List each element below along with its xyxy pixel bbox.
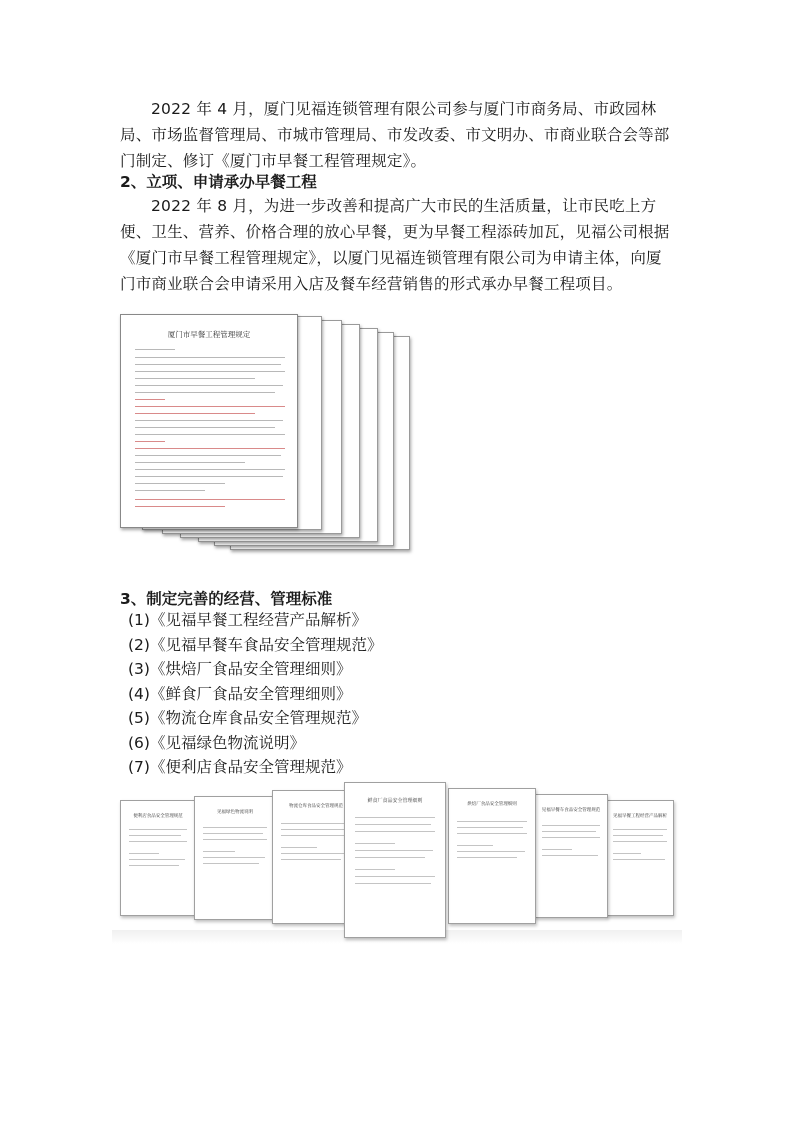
document-thumbnail: 烘焙厂食品安全管理细则 [448, 788, 536, 924]
section-2-heading: 2、立项、申请承办早餐工程 [120, 173, 317, 191]
list-item: (7)《便利店食品安全管理规范》 [128, 758, 352, 776]
stacked-regulation-documents-image [118, 312, 418, 552]
standards-documents-image [112, 780, 682, 940]
intro-paragraph: 2022 年 4 月，厦门见福连锁管理有限公司参与厦门市商务局、市政园林局、市场监督管理局、市城市管理局、市发改委、市文明办、市商业联合会等部门制定、修订《厦门市早餐工程管理规定》。 [120, 100, 670, 170]
document-thumbnail: 见福绿色物流说明 [194, 796, 276, 920]
list-item: (4)《鲜食厂食品安全管理细则》 [128, 684, 352, 703]
document-thumbnail: 便利店食品安全管理规范 [120, 800, 196, 916]
document-thumbnail: 见福早餐车食品安全管理规范 [534, 794, 608, 918]
front-document-thumbnail: 鲜食厂食品安全管理细则 [344, 782, 446, 938]
list-item: (3)《烘焙厂食品安全管理细则》 [128, 660, 352, 678]
front-document-sheet [120, 314, 298, 528]
list-item: (2)《见福早餐车食品安全管理规范》 [128, 635, 383, 654]
list-item: (1)《见福早餐工程经营产品解析》 [128, 611, 367, 629]
document-title: 厦门市早餐工程管理规定 [167, 330, 251, 339]
document-thumbnail: 见福早餐工程经营产品解析 [606, 800, 674, 916]
section-2-paragraph: 2022 年 8 月，为进一步改善和提高广大市民的生活质量，让市民吃上方便、卫生、营养、价格合理的放心早餐，更为早餐工程添砖加瓦，见福公司根据《厦门市早餐工程管理规定》，以厦门见福连锁管理有限公司为申请主体，向厦门市商业联合会申请采用入店及餐车经营销售的形式承办早餐工程项目。 [120, 197, 670, 293]
list-item: (6)《见福绿色物流说明》 [128, 733, 305, 752]
section-3-heading: 3、制定完善的经营、管理标准 [120, 590, 333, 608]
standards-list [128, 608, 382, 780]
list-item: (5)《物流仓库食品安全管理规范》 [128, 709, 367, 727]
document-thumbnail: 物流仓库食品安全管理规范 [272, 790, 360, 924]
